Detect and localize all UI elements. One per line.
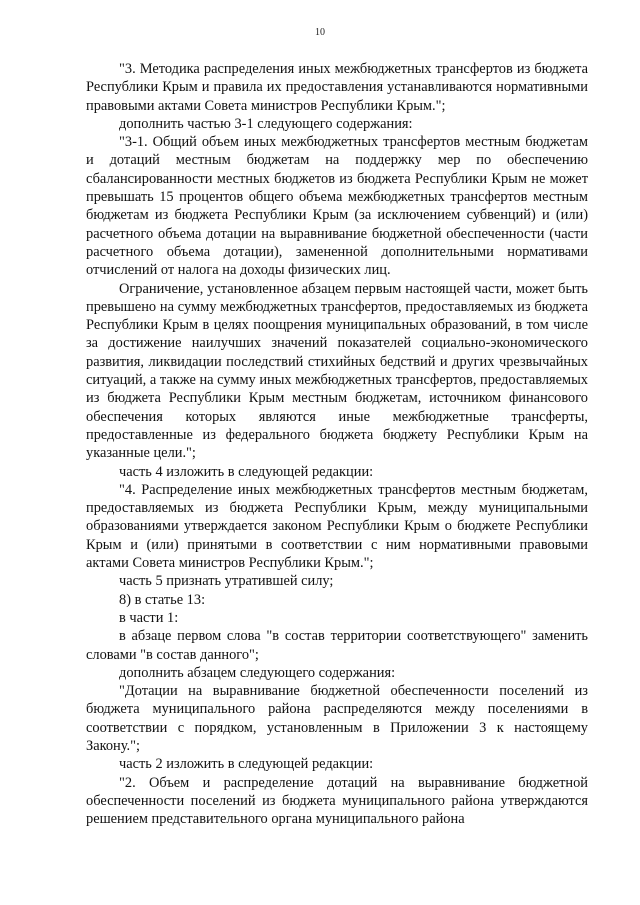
paragraph: "3. Методика распределения иных межбюджетных трансфертов из бюджета Республики Крым и правила их предоставления устанавливаются нормативными правовыми актами Совета министров Республики Крым.";: [86, 61, 588, 114]
paragraph: 8) в статье 13:: [119, 591, 206, 608]
paragraph: "Дотации на выравнивание бюджетной обеспеченности поселений из бюджета муниципального района распределяются между поселениями в соответствии с порядком, установленным в Приложении 3 к настоящему Закону.";: [86, 683, 588, 754]
paragraph: часть 2 изложить в следующей редакции:: [119, 756, 374, 773]
paragraph: Ограничение, установленное абзацем первым настоящей части, может быть превышено на сумму межбюджетных трансфертов, предоставляемых из бюджета Республики Крым в целях поощрения муниципальных образований, в том числе за достижение наилучших значений показателей социально-экономического развития, ликвидации последствий стихийных бедствий и других чрезвычайных ситуаций, а также на сумму иных межбюджетных трансфертов, предоставляемых из бюджета Республики Крым местным бюджетам, источником финансового обеспечения которых являются иные межбюджетные трансферты, предоставленные из федерального бюджета бюджету Республики Крым на указанные цели.";: [86, 280, 588, 462]
page-number: 10: [315, 27, 325, 38]
paragraph: дополнить абзацем следующего содержания:: [119, 664, 396, 681]
paragraph: часть 4 изложить в следующей редакции:: [119, 463, 374, 480]
paragraph: в абзаце первом слова "в состав территории соответствующего" заменить словами "в состав данного";: [86, 628, 588, 663]
paragraph: в части 1:: [119, 609, 179, 626]
paragraph: "2. Объем и распределение дотаций на выравнивание бюджетной обеспеченности поселений из бюджета муниципального района утверждаются решением представительного органа муниципального района: [86, 774, 588, 828]
paragraph: "4. Распределение иных межбюджетных трансфертов местным бюджетам, предоставляемых из бюджета Республики Крым, между муниципальными образованиями утверждается законом Республики Крым о бюджете Республики Крым и (или) принятыми в соответствии с ним нормативными правовыми актами Совета министров Республики Крым.";: [86, 481, 588, 572]
paragraph: "3-1. Общий объем иных межбюджетных трансфертов местным бюджетам и дотаций местным бюджетам на поддержку мер по обеспечению сбалансированности местных бюджетов из бюджета Республики Крым не может превышать 15 процентов общего объема межбюджетных трансфертов местным бюджетам из бюджета Республики Крым (за исключением субвенций) и (или) расчетного объема дотации на выравнивание бюджетной обеспеченности (части расчетного объема дотации), замененной дополнительными нормативами отчислений от налога на доходы физических лиц.: [86, 134, 588, 279]
document-body: [86, 60, 588, 828]
paragraph: дополнить частью 3-1 следующего содержания:: [119, 115, 413, 132]
paragraph: часть 5 признать утратившей силу;: [119, 573, 334, 590]
